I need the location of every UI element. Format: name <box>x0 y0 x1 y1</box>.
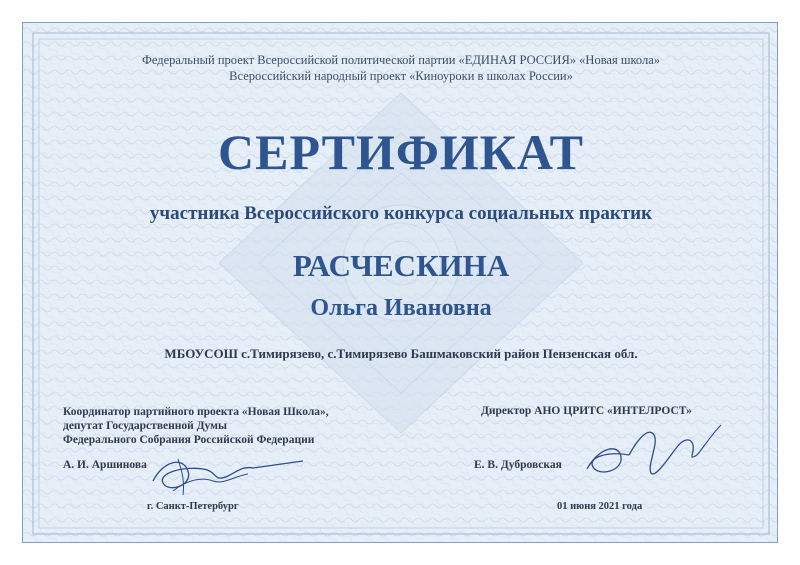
left-signatory-title-line: Координатор партийного проекта «Новая Школа», <box>63 406 329 418</box>
left-signature <box>143 441 313 501</box>
issue-city: г. Санкт-Петербург <box>147 501 239 512</box>
recipient-given-names: Ольга Ивановна <box>310 295 492 321</box>
recipient-surname: РАСЧЕСКИНА <box>292 248 510 283</box>
left-signatory-title-line: депутат Государственной Думы <box>63 420 227 432</box>
header-kinouroki-line: Всероссийский народный проект «Киноуроки в школах России» <box>229 69 573 83</box>
certificate <box>22 22 778 543</box>
right-signature <box>579 417 729 489</box>
right-signatory-title: Директор АНО ЦРИТС «ИНТЕЛРОСТ» <box>481 405 692 417</box>
recipient-organization: МБОУСОШ с.Тимирязево, с.Тимирязево Башмаковский район Пензенская обл. <box>164 346 638 361</box>
right-signatory-name: Е. В. Дубровская <box>474 459 562 471</box>
left-signatory-title-line: Федерального Собрания Российской Федерации <box>63 434 315 446</box>
header-project-line: Федеральный проект Всероссийской политической партии «ЕДИНАЯ РОССИЯ» «Новая школа» <box>141 53 661 67</box>
issue-date: 01 июня 2021 года <box>557 501 643 512</box>
left-signatory-name: А. И. Аршинова <box>63 459 147 471</box>
certificate-subtitle: участника Всероссийского конкурса социальных практик <box>149 203 653 224</box>
certificate-title: СЕРТИФИКАТ <box>217 124 584 180</box>
